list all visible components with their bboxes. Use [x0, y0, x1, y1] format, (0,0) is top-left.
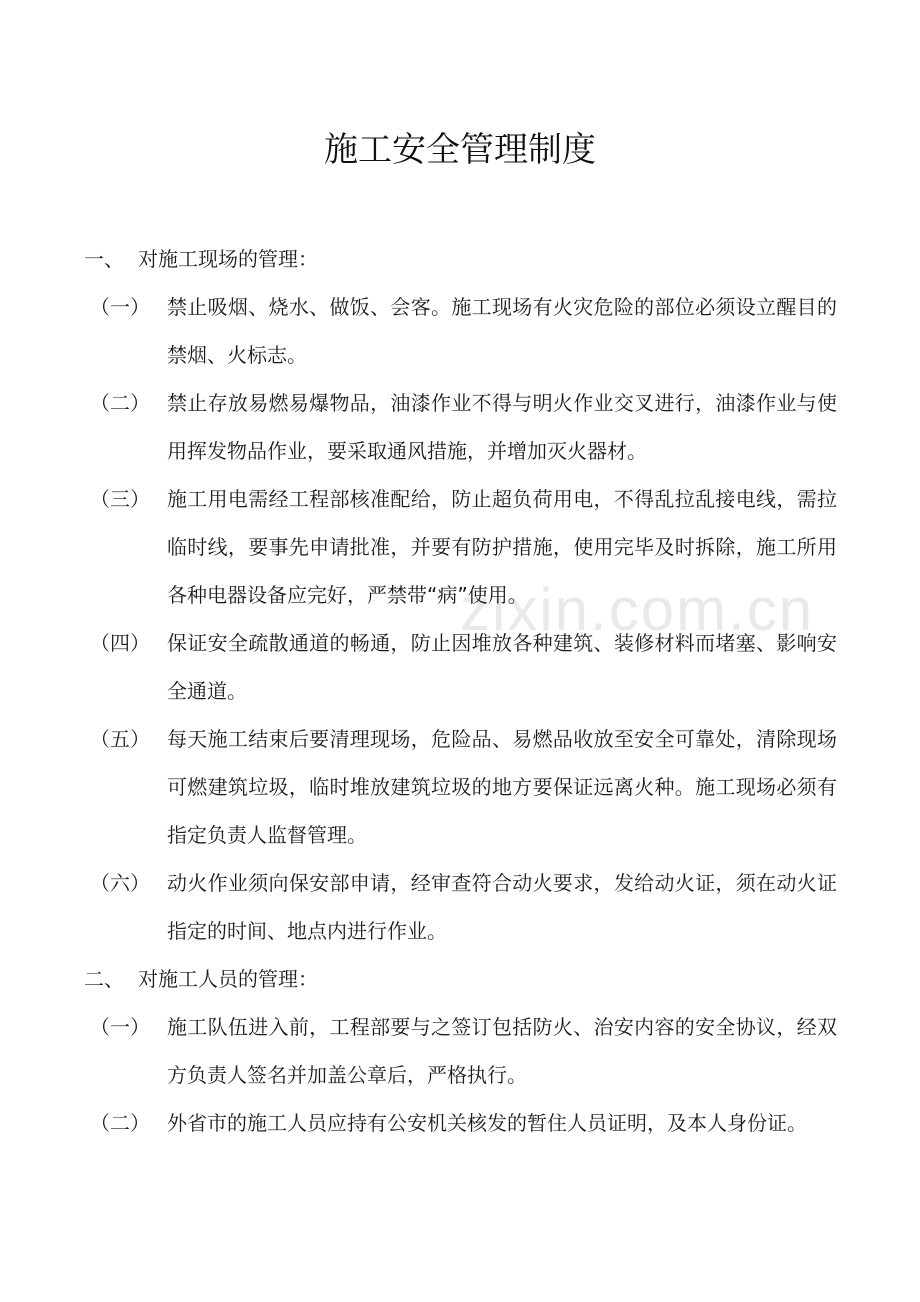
item-text: 每天施工结束后要清理现场，危险品、易燃品收放至安全可靠处，清除现场可燃建筑垃圾，临时堆放建筑垃圾的地方要保证远离火种。施工现场必须有指定负责人监督管理。 — [167, 727, 837, 847]
item-label: （五） — [90, 727, 150, 751]
item-text: 动火作业须向保安部申请，经审查符合动火要求，发给动火证，须在动火证指定的时间、地点内进行作业。 — [167, 871, 837, 943]
list-item — [0, 715, 920, 859]
document-title: 施工安全管理制度 — [324, 130, 596, 170]
item-text: 施工队伍进入前，工程部要与之签订包括防火、治安内容的安全协议，经双方负责人签名并加盖公章后，严格执行。 — [167, 1015, 837, 1087]
item-label: （三） — [90, 487, 150, 511]
item-label: （六） — [90, 871, 150, 895]
item-text: 外省市的施工人员应持有公安机关核发的暂住人员证明，及本人身份证。 — [167, 1111, 807, 1135]
item-text: 施工用电需经工程部核准配给，防止超负荷用电，不得乱拉乱接电线，需拉临时线，要事先申请批准，并要有防护措施，使用完毕及时拆除，施工所用各种电器设备应完好，严禁带“病”使用。 — [167, 487, 837, 607]
list-item — [0, 1003, 920, 1099]
watermark: zixin.com.cn — [460, 576, 815, 643]
section-heading-1 — [0, 235, 920, 283]
item-text: 保证安全疏散通道的畅通，防止因堆放各种建筑、装修材料而堵塞、影响安全通道。 — [167, 631, 837, 703]
item-text: 禁止吸烟、烧水、做饭、会客。施工现场有火灾危险的部位必须设立醒目的禁烟、火标志。 — [167, 295, 837, 367]
section-number: 一、 — [84, 247, 124, 271]
list-item — [0, 859, 920, 955]
list-item — [0, 619, 920, 715]
document-body — [0, 235, 920, 1147]
item-text: 禁止存放易燃易爆物品，油漆作业不得与明火作业交叉进行，油漆作业与使用挥发物品作业，要采取通风措施，并增加灭火器材。 — [167, 391, 837, 463]
section-heading-text: 对施工现场的管理： — [138, 247, 318, 271]
item-label: （一） — [90, 295, 150, 319]
list-item — [0, 283, 920, 379]
item-label: （二） — [90, 1111, 150, 1135]
item-label: （一） — [90, 1015, 150, 1039]
list-item — [0, 1099, 920, 1147]
section-heading-2 — [0, 955, 920, 1003]
list-item — [0, 379, 920, 475]
section-number: 二、 — [84, 967, 124, 991]
section-heading-text: 对施工人员的管理： — [138, 967, 318, 991]
item-label: （二） — [90, 391, 150, 415]
item-label: （四） — [90, 631, 150, 655]
list-item — [0, 475, 920, 619]
